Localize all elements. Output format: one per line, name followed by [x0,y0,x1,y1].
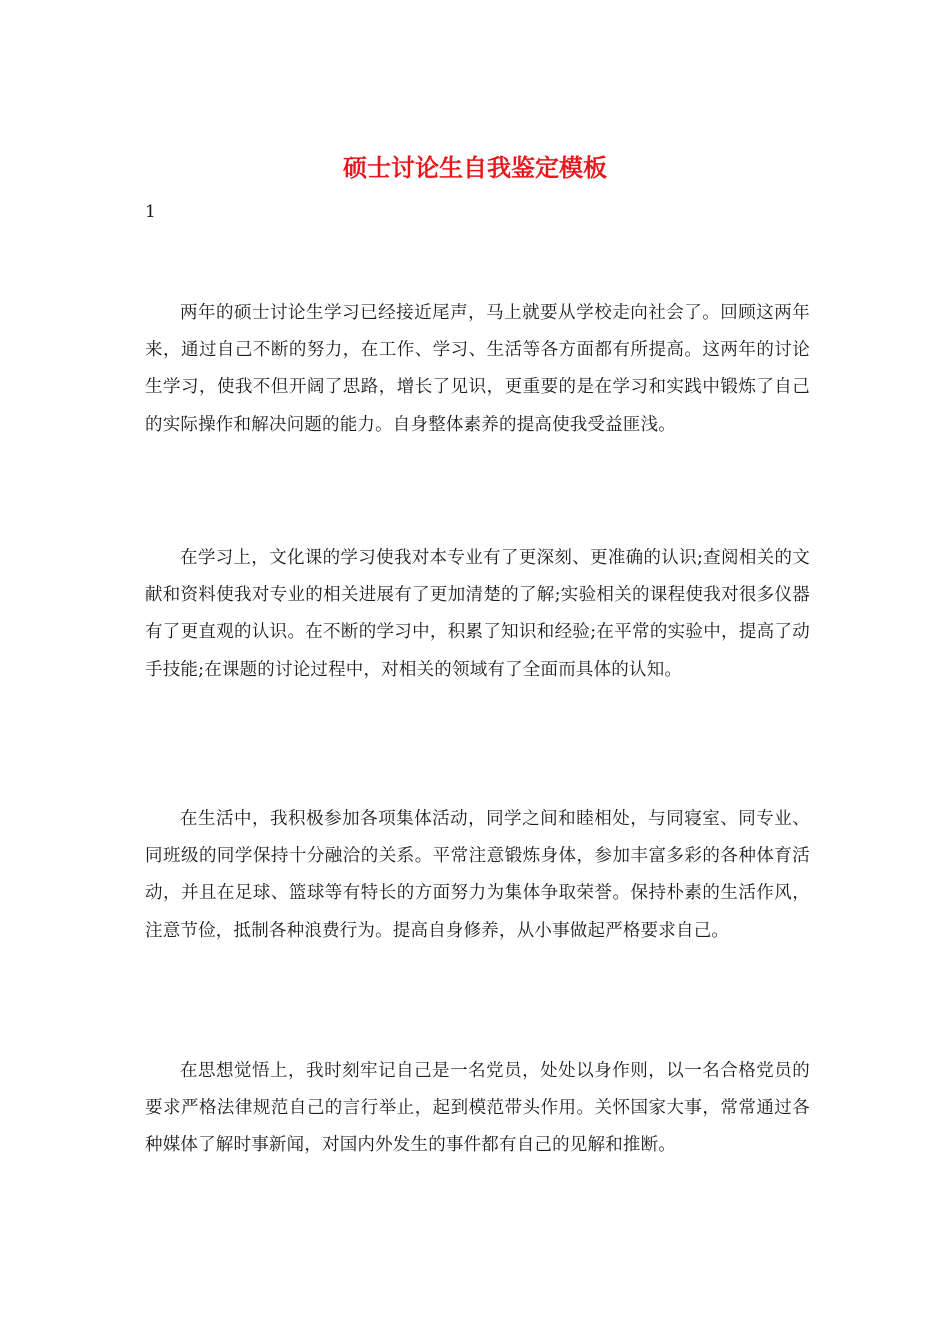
paragraph-ideology: 在思想觉悟上，我时刻牢记自己是一名党员，处处以身作则，以一名合格党员的要求严格法律规范自己的言行举止，起到模范带头作用。关怀国家大事，常常通过各种媒体了解时事新闻，对国内外发生的事件都有自己的见解和推断。 [145,1061,810,1156]
document-title: 硕士讨论生自我鉴定模板 [343,153,607,182]
page-marker: 1 [145,202,156,222]
paragraph-overview: 两年的硕士讨论生学习已经接近尾声，马上就要从学校走向社会了。回顾这两年来，通过自己不断的努力，在工作、学习、生活等各方面都有所提高。这两年的讨论生学习，使我不但开阔了思路，增长了见识，更重要的是在学习和实践中锻炼了自己的实际操作和解决问题的能力。自身整体素养的提高使我受益匪浅。 [145,303,810,435]
paragraph-life: 在生活中，我积极参加各项集体活动，同学之间和睦相处，与同寝室、同专业、同班级的同学保持十分融洽的关系。平常注意锻炼身体，参加丰富多彩的各种体育活动，并且在足球、篮球等有特长的方面努力为集体争取荣誉。保持朴素的生活作风，注意节俭，抵制各种浪费行为。提高自身修养，从小事做起严格要求自己。 [145,809,810,941]
paragraph-study: 在学习上，文化课的学习使我对本专业有了更深刻、更准确的认识;查阅相关的文献和资料使我对专业的相关进展有了更加清楚的了解;实验相关的课程使我对很多仪器有了更直观的认识。在不断的学习中，积累了知识和经验;在平常的实验中，提高了动手技能;在课题的讨论过程中，对相关的领域有了全面而具体的认知。 [145,548,810,680]
